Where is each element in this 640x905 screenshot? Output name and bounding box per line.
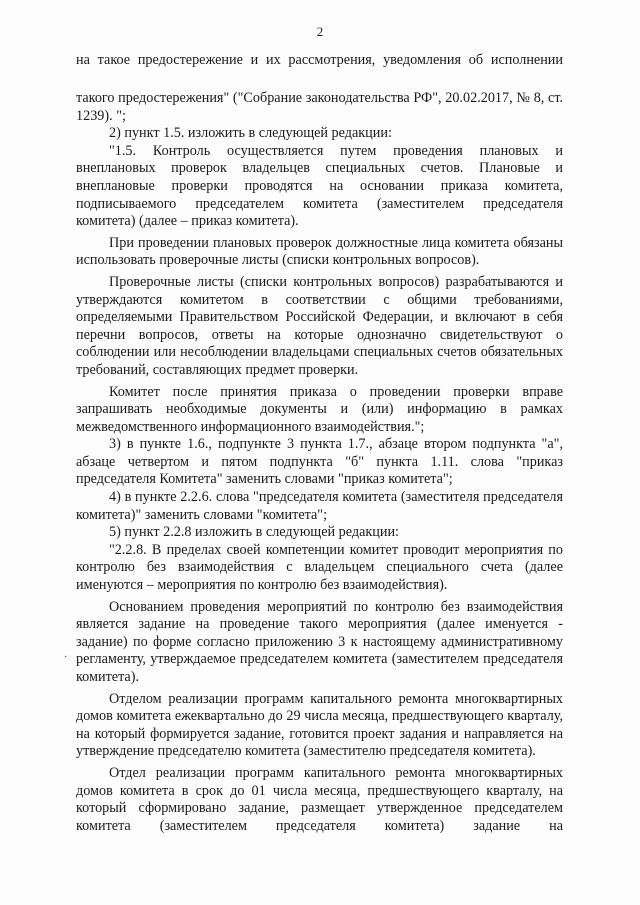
paragraph-4: При проведении плановых проверок должностные лица комитета обязаны использовать проверочные листы (списки контрольных вопросов).	[76, 234, 563, 269]
paragraph-3: "1.5. Контроль осуществляется путем проведения плановых и внеплановых проверок владельцев специальных счетов. Плановые и внеплановые проверки проводятся на основании приказа комитета, подписываемого председателем комитета (заместителем председателя комитета) (далее – приказ комитета).	[76, 142, 563, 230]
paragraph-5: Проверочные листы (списки контрольных вопросов) разрабатываются и утверждаются комитетом в соответствии с общими требованиями, определяемыми Правительством Российской Федерации, и включают в себя перечни вопросов, ответы на которые однозначно свидетельствуют о соблюдении или несоблюдении владельцами специальных счетов обязательных требований, составляющих предмет проверки.	[76, 273, 563, 378]
paragraph-0: на такое предостережение и их рассмотрения, уведомления об исполнении	[76, 52, 563, 68]
paragraph-13: Отдел реализации программ капитального ремонта многоквартирных домов комитета в срок до 01 числа месяца, предшествующего кварталу, на который сформировано задание, размещает утвержденное председателем комитета (заместителем председателя комитета) задание на	[76, 764, 563, 834]
page-number: 2	[316, 24, 324, 39]
paragraph-7: 3) в пункте 1.6., подпункте 3 пункта 1.7., абзаце втором подпункта "а", абзаце четвертом и пятом подпункта "б" пункта 1.11. слова "приказ председателя Комитета" заменить словами "приказ комитета";	[76, 436, 563, 488]
paragraph-1: такого предостережения" ("Собрание законодательства РФ", 20.02.2017, № 8, ст. 1239). ";	[76, 90, 563, 124]
paragraph-8: 4) в пункте 2.2.6. слова "председателя комитета (заместителя председателя комитета)" заменить словами "комитета";	[76, 489, 563, 523]
paragraph-continuation	[76, 52, 563, 70]
paragraph-6: Комитет после принятия приказа о проведении проверки вправе запрашивать необходимые документы и (или) информацию в рамках межведомственного информационного взаимодействия.";	[76, 383, 563, 435]
paragraph-9: 5) пункт 2.2.8 изложить в следующей редакции:	[109, 524, 399, 541]
paragraph-11: Основанием проведения мероприятий по контролю без взаимодействия является задание на проведение такого мероприятия (далее именуется - задание) по форме согласно приложению 3 к настоящему административному регламенту, утверждаемое председателем комитета (заместителем председателя комитета).	[76, 598, 563, 685]
paragraph-2: 2) пункт 1.5. изложить в следующей редакции:	[109, 125, 392, 142]
paragraph-block-1	[76, 90, 563, 835]
paragraph-10: "2.2.8. В пределах своей компетенции комитет проводит мероприятия по контролю без взаимодействия с владельцем специального счета (далее именуются – мероприятия по контролю без взаимодействия).	[76, 541, 563, 594]
paragraph-12: Отделом реализации программ капитального ремонта многоквартирных домов комитета ежеквартально до 29 числа месяца, предшествующего кварталу, на который формируется задание, готовится проект задания и направляется на утверждение председателю комитета (заместителю председателя комитета).	[76, 690, 563, 760]
scan-speck: ·	[64, 652, 68, 663]
